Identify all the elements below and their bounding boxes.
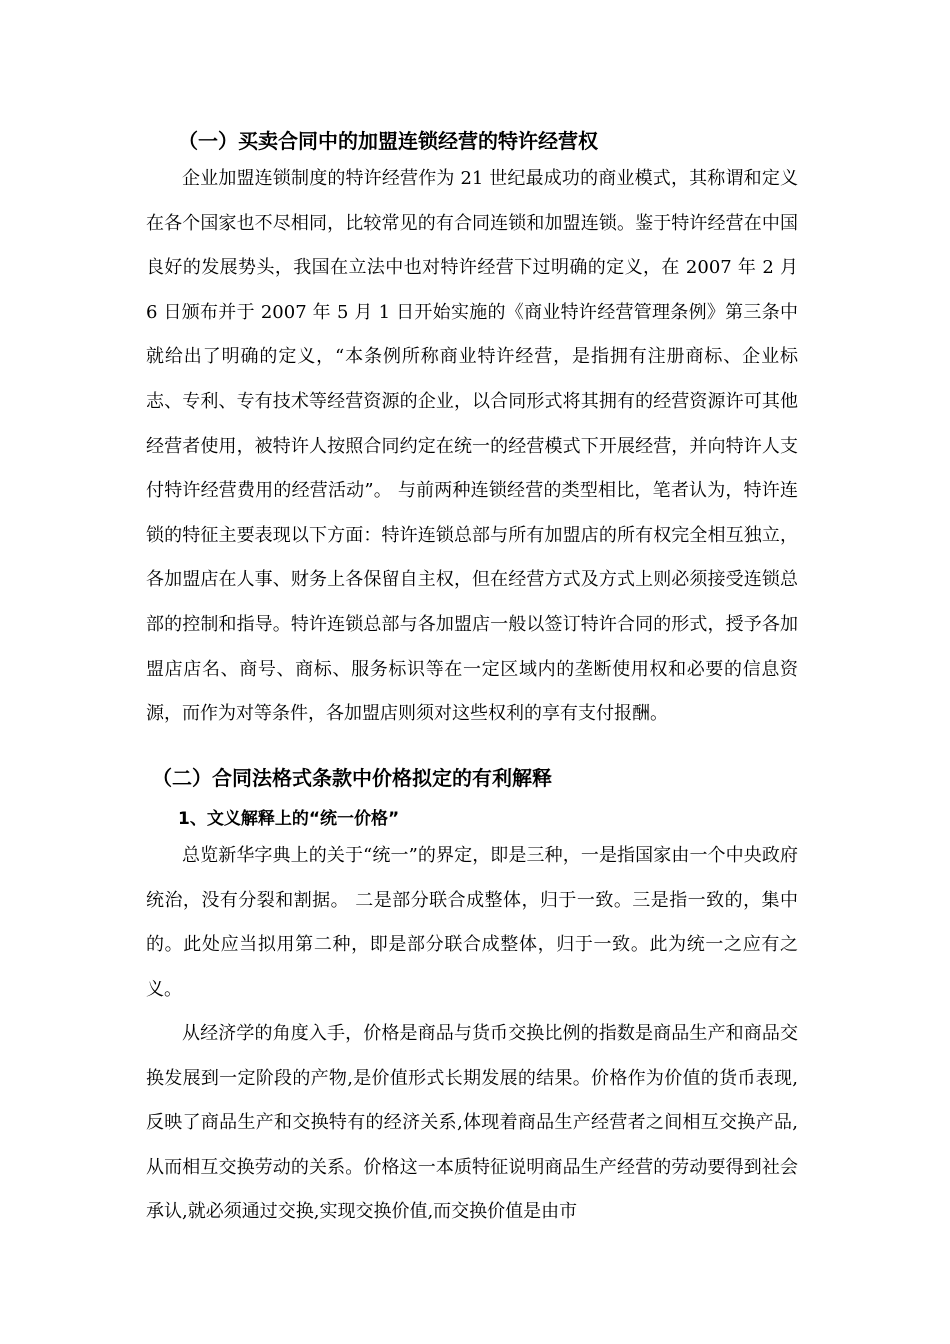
section-1-paragraph: 企业加盟连锁制度的特许经营作为 21 世纪最成功的商业模式，其称谓和定义在各个国家也不尽相同，比较常见的有合同连锁和加盟连锁。鉴于特许经营在中国良好的发展势头，我国在立法中也对特许经营下过明确的定义，在 2007 年 2 月 6 日颁布并于 2007 年 5 月 1 日开始实施的《商业特许经营管理条例》第三条中就给出了明确的定义，“本条例所称商业特许经营，是指拥有注册商标、企业标志、专利、专有技术等经营资源的企业，以合同形式将其拥有的经营资源许可其他经营者使用，被特许人按照合同约定在统一的经营模式下开展经营，并向特许人支付特许经营费用的经营活动”。 与前两种连锁经营的类型相比，笔者认为，特许连锁的特征主要表现以下方面：特许连锁总部与所有加盟店的所有权完全相互独立，各加盟店在人事、财务上各保留自主权，但在经营方式及方式上则必须接受连锁总部的控制和指导。特许连锁总部与各加盟店一般以签订特许合同的形式，授予各加盟店店名、商号、商标、服务标识等在一定区域内的垄断使用权和必要的信息资源，而作为对等条件，各加盟店则须对这些权利的享有支付报酬。 <box>146 168 798 725</box>
section-2-heading: （二）合同法格式条款中价格拟定的有利解释 <box>152 766 552 790</box>
section-2-paragraph-1: 总览新华字典上的关于“统一”的界定，即是三种，一是指国家由一个中央政府统治，没有分裂和割据。 二是部分联合成整体，归于一致。三是指一致的，集中的。此处应当拟用第二种，即是部分联合成整体，归于一致。此为统一之应有之义。 <box>146 845 798 1000</box>
section-1-heading: （一）买卖合同中的加盟连锁经营的特许经营权 <box>178 129 598 153</box>
section-2-paragraph-2: 从经济学的角度入手，价格是商品与货币交换比例的指数是商品生产和商品交换发展到一定阶段的产物,是价值形式长期发展的结果。价格作为价值的货币表现,反映了商品生产和交换特有的经济关系,体现着商品生产经营者之间相互交换产品,从而相互交换劳动的关系。价格这一本质特征说明商品生产经营的劳动要得到社会承认,就必须通过交换,实现交换价值,而交换价值是由市 <box>146 1023 798 1223</box>
section-2-subheading: 1、文义解释上的“统一价格” <box>178 809 400 829</box>
